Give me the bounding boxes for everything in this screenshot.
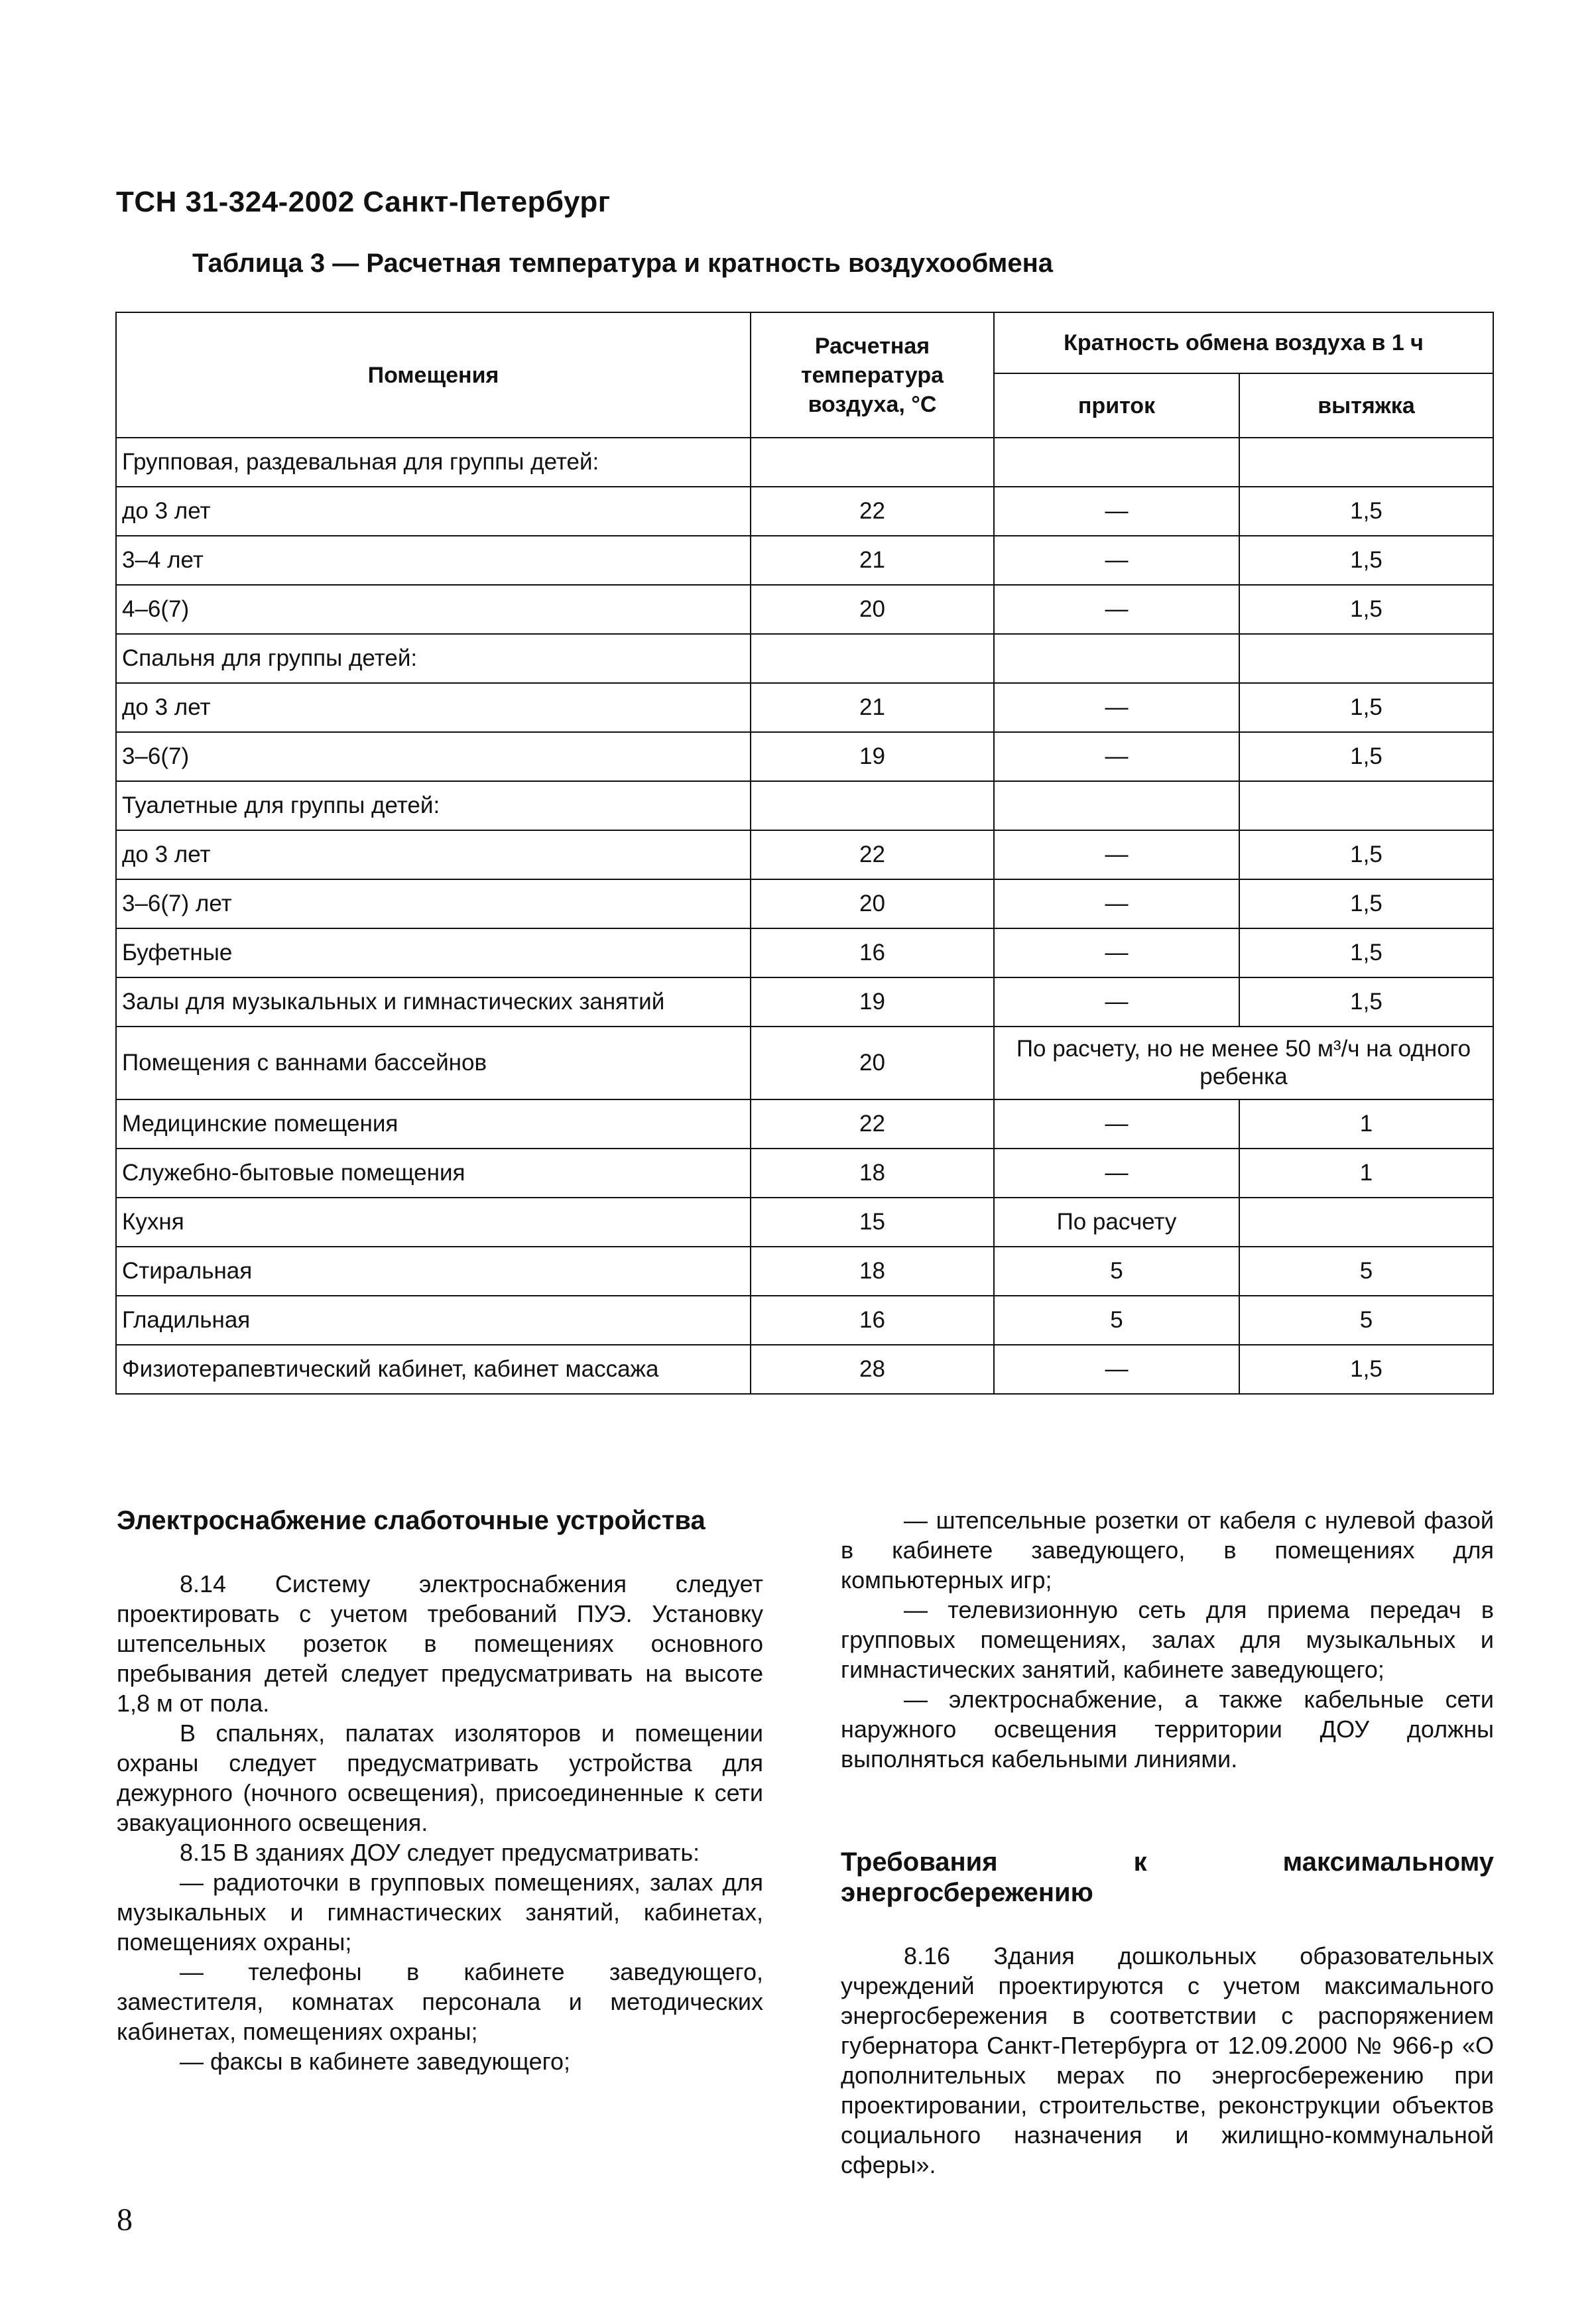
exhaust-cell: 5 xyxy=(1239,1247,1493,1296)
temperature-cell: 19 xyxy=(751,732,994,781)
room-name-cell: Спальня для группы детей: xyxy=(116,634,751,683)
supply-cell: — xyxy=(994,928,1239,977)
table-row xyxy=(116,1099,1493,1149)
room-name-cell: Буфетные xyxy=(116,928,751,977)
table-row xyxy=(116,536,1493,585)
supply-cell xyxy=(994,634,1239,683)
header-air-exchange: Кратность обмена воздуха в 1 ч xyxy=(994,312,1493,373)
room-name-cell: Медицинские помещения xyxy=(116,1099,751,1149)
table-caption: Таблица 3 — Расчетная температура и кратность воздухообмена xyxy=(192,249,1053,278)
table-row xyxy=(116,585,1493,634)
room-name-cell: Кухня xyxy=(116,1198,751,1247)
supply-cell: 5 xyxy=(994,1296,1239,1345)
room-name-cell: до 3 лет xyxy=(116,830,751,879)
room-name-cell: Служебно-бытовые помещения xyxy=(116,1149,751,1198)
paragraph: — факсы в кабинете заведующего; xyxy=(180,2048,570,2075)
supply-cell xyxy=(994,438,1239,487)
temperature-cell: 20 xyxy=(751,879,994,928)
table-row xyxy=(116,879,1493,928)
paragraph: 8.14 Систему электроснабжения следует проектировать с учетом требований ПУЭ. Установку штепсельных розеток в помещениях основного пребывания детей следует предусматривать на высоте 1,8 м от пола. xyxy=(117,1570,763,1717)
temperature-cell: 22 xyxy=(751,487,994,536)
right-text-column xyxy=(841,1505,1494,2180)
exhaust-cell: 1,5 xyxy=(1239,977,1493,1027)
temperature-cell: 20 xyxy=(751,1027,994,1099)
supply-cell: — xyxy=(994,1345,1239,1394)
supply-cell: — xyxy=(994,1149,1239,1198)
air-exchange-note-cell: По расчету, но не менее 50 м³/ч на одного ребенка xyxy=(994,1027,1493,1099)
table-row xyxy=(116,1149,1493,1198)
room-name-cell: 3–6(7) xyxy=(116,732,751,781)
exhaust-cell: 1 xyxy=(1239,1099,1493,1149)
room-name-cell: Туалетные для группы детей: xyxy=(116,781,751,830)
section-title-power: Электроснабжение слаботочные устройства xyxy=(117,1506,706,1535)
temperature-cell xyxy=(751,781,994,830)
exhaust-cell xyxy=(1239,634,1493,683)
paragraph: — радиоточки в групповых помещениях, залах для музыкальных и гимнастических занятий, кабинетах, помещениях охраны; xyxy=(117,1869,763,1956)
document-header: ТСН 31-324-2002 Санкт-Петербург xyxy=(116,186,611,218)
table-row xyxy=(116,977,1493,1027)
supply-cell: — xyxy=(994,830,1239,879)
supply-cell: По расчету xyxy=(994,1198,1239,1247)
table-row xyxy=(116,732,1493,781)
supply-cell: — xyxy=(994,977,1239,1027)
temperature-cell: 20 xyxy=(751,585,994,634)
temperature-cell: 16 xyxy=(751,1296,994,1345)
room-name-cell: Гладильная xyxy=(116,1296,751,1345)
exhaust-cell: 1,5 xyxy=(1239,928,1493,977)
supply-cell: — xyxy=(994,487,1239,536)
exhaust-cell: 1,5 xyxy=(1239,585,1493,634)
table-row xyxy=(116,1296,1493,1345)
exhaust-cell: 1,5 xyxy=(1239,1345,1493,1394)
exhaust-cell: 1,5 xyxy=(1239,830,1493,879)
temperature-cell: 21 xyxy=(751,536,994,585)
table-row xyxy=(116,781,1493,830)
supply-cell: — xyxy=(994,1099,1239,1149)
temperature-cell: 22 xyxy=(751,1099,994,1149)
paragraph: 8.16 Здания дошкольных образовательных учреждений проектируются с учетом максимального энергосбережения в соответствии с распоряжением губернатора Санкт-Петербурга от 12.09.2000 № 966-р «О дополнительных мерах по энергосбережению при проектировании, строительстве, реконструкции объектов социального назначения и жилищно-коммунальной сферы». xyxy=(841,1942,1494,2178)
supply-cell: — xyxy=(994,879,1239,928)
paragraph: — электроснабжение, а также кабельные сети наружного освещения территории ДОУ должны выполняться кабельными линиями. xyxy=(841,1686,1494,1773)
page-number: 8 xyxy=(117,2202,133,2237)
supply-cell: — xyxy=(994,536,1239,585)
supply-cell: — xyxy=(994,732,1239,781)
left-text-column xyxy=(117,1505,763,2076)
exhaust-cell: 1,5 xyxy=(1239,487,1493,536)
room-name-cell: 4–6(7) xyxy=(116,585,751,634)
temperature-cell xyxy=(751,438,994,487)
table-row xyxy=(116,634,1493,683)
room-name-cell: Стиральная xyxy=(116,1247,751,1296)
table-row xyxy=(116,830,1493,879)
room-name-cell: Помещения с ваннами бассейнов xyxy=(116,1027,751,1099)
table-row xyxy=(116,683,1493,732)
room-name-cell: до 3 лет xyxy=(116,683,751,732)
section-title-energy: Требования к максимальному энергосбережению xyxy=(841,1847,1494,1907)
header-temperature: Расчетная температура воздуха, °С xyxy=(751,312,994,438)
table-row xyxy=(116,1345,1493,1394)
supply-cell: — xyxy=(994,683,1239,732)
table-row xyxy=(116,1198,1493,1247)
supply-cell xyxy=(994,781,1239,830)
table-row xyxy=(116,1247,1493,1296)
temperature-cell: 18 xyxy=(751,1149,994,1198)
room-name-cell: 3–6(7) лет xyxy=(116,879,751,928)
exhaust-cell xyxy=(1239,438,1493,487)
paragraph: — телефоны в кабинете заведующего, заместителя, комнатах персонала и методических кабинетах, помещениях охраны; xyxy=(117,1958,763,2045)
table-row xyxy=(116,438,1493,487)
exhaust-cell xyxy=(1239,1198,1493,1247)
room-name-cell: Физиотерапевтический кабинет, кабинет массажа xyxy=(116,1345,751,1394)
temperature-cell: 22 xyxy=(751,830,994,879)
exhaust-cell: 1,5 xyxy=(1239,683,1493,732)
supply-cell: 5 xyxy=(994,1247,1239,1296)
header-rooms: Помещения xyxy=(116,312,751,438)
exhaust-cell: 1,5 xyxy=(1239,732,1493,781)
exhaust-cell xyxy=(1239,781,1493,830)
temperature-cell: 18 xyxy=(751,1247,994,1296)
temperature-cell: 21 xyxy=(751,683,994,732)
temperature-cell: 19 xyxy=(751,977,994,1027)
room-name-cell: Групповая, раздевальная для группы детей: xyxy=(116,438,751,487)
room-name-cell: 3–4 лет xyxy=(116,536,751,585)
table-row xyxy=(116,1027,1493,1099)
supply-cell: — xyxy=(994,585,1239,634)
header-exhaust: вытяжка xyxy=(1239,373,1493,438)
paragraph: — телевизионную сеть для приема передач в групповых помещениях, залах для музыкальных и гимнастических занятий, кабинете заведующего; xyxy=(841,1596,1494,1683)
temperature-cell: 28 xyxy=(751,1345,994,1394)
exhaust-cell: 5 xyxy=(1239,1296,1493,1345)
exhaust-cell: 1 xyxy=(1239,1149,1493,1198)
table-row xyxy=(116,928,1493,977)
paragraph: — штепсельные розетки от кабеля с нулевой фазой в кабинете заведующего, в помещениях для компьютерных игр; xyxy=(841,1507,1494,1593)
room-name-cell: Залы для музыкальных и гимнастических занятий xyxy=(116,977,751,1027)
exhaust-cell: 1,5 xyxy=(1239,536,1493,585)
table-row xyxy=(116,487,1493,536)
exhaust-cell: 1,5 xyxy=(1239,879,1493,928)
air-exchange-table xyxy=(115,312,1494,1395)
header-supply: приток xyxy=(994,373,1239,438)
temperature-cell xyxy=(751,634,994,683)
temperature-cell: 15 xyxy=(751,1198,994,1247)
paragraph: 8.15 В зданиях ДОУ следует предусматривать: xyxy=(180,1839,700,1866)
temperature-cell: 16 xyxy=(751,928,994,977)
paragraph: В спальнях, палатах изоляторов и помещении охраны следует предусматривать устройства для дежурного (ночного освещения), присоединенные к сети эвакуационного освещения. xyxy=(117,1719,763,1836)
room-name-cell: до 3 лет xyxy=(116,487,751,536)
